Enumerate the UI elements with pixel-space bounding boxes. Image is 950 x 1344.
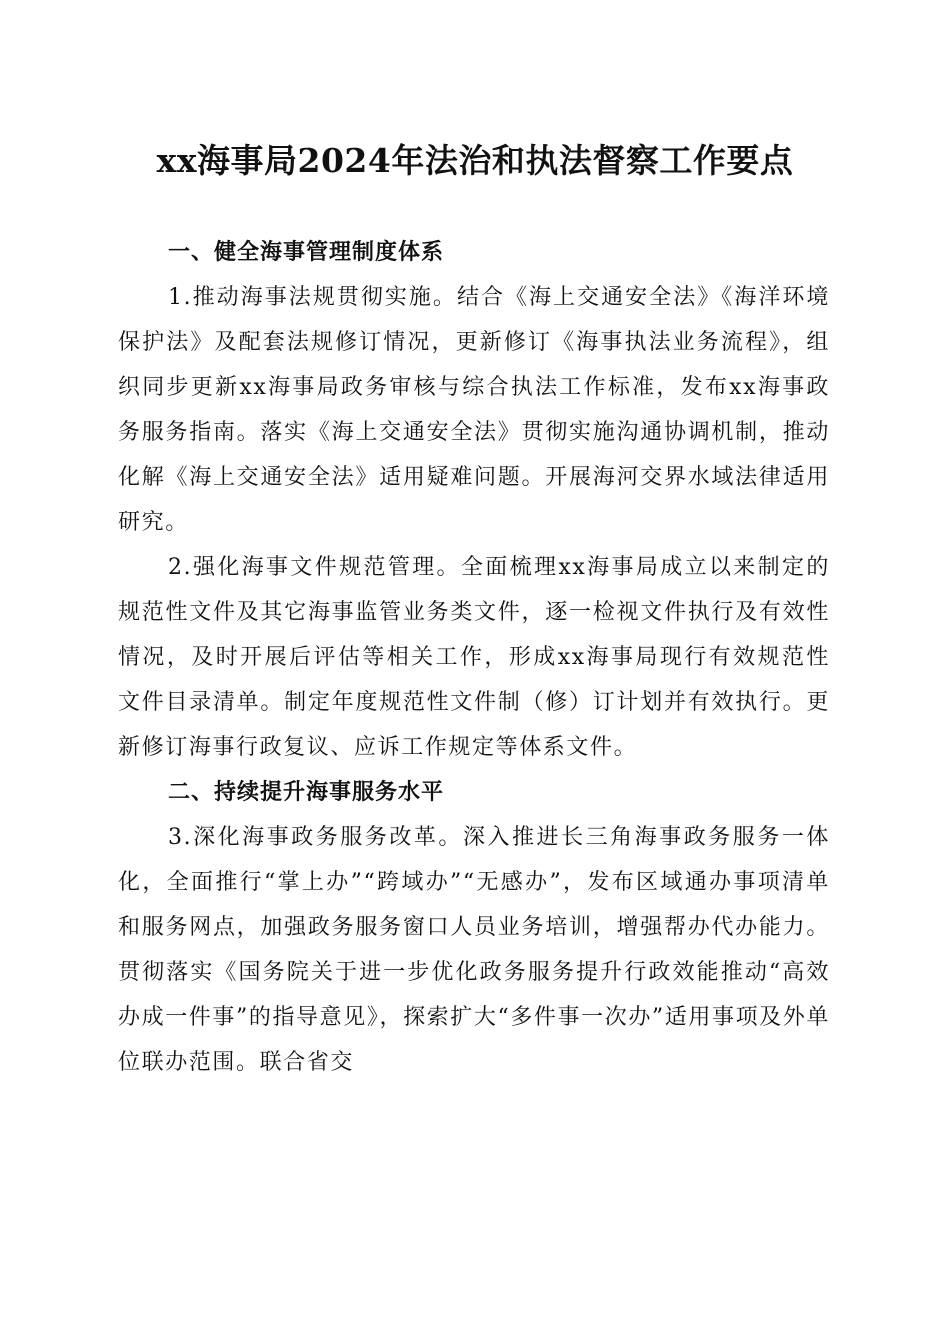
section-heading-2: 二、持续提升海事服务水平	[168, 780, 445, 805]
paragraph-1: 1.推动海事法规贯彻实施。结合《海上交通安全法》《海洋环境保护法》及配套法规修订情况，更新修订《海事执法业务流程》，组织同步更新xx海事局政务审核与综合执法工作标准，发布xx海事政务服务指南。落实《海上交通安全法》贯彻实施沟通协调机制，推动化解《海上交通安全法》适用疑难问题。开展海河交界水域法律适用研究。	[118, 285, 830, 535]
paragraph-2: 2.强化海事文件规范管理。全面梳理xx海事局成立以来制定的规范性文件及其它海事监管业务类文件，逐一检视文件执行及有效性情况，及时开展后评估等相关工作，形成xx海事局现行有效规范性文件目录清单。制定年度规范性文件制（修）订计划并有效执行。更新修订海事行政复议、应诉工作规定等体系文件。	[118, 555, 830, 760]
document-body	[118, 230, 830, 1085]
section-heading-1: 一、健全海事管理制度体系	[168, 240, 445, 265]
paragraph-3: 3.深化海事政务服务改革。深入推进长三角海事政务服务一体化，全面推行“掌上办”“跨域办”“无感办”，发布区域通办事项清单和服务网点，加强政务服务窗口人员业务培训，增强帮办代办能力。贯彻落实《国务院关于进一步优化政务服务提升行政效能推动“高效办成一件事”的指导意见》，探索扩大“多件事一次办”适用事项及外单位联办范围。联合省交	[118, 825, 830, 1075]
document-title: xx海事局2024年法治和执法督察工作要点	[156, 141, 794, 180]
